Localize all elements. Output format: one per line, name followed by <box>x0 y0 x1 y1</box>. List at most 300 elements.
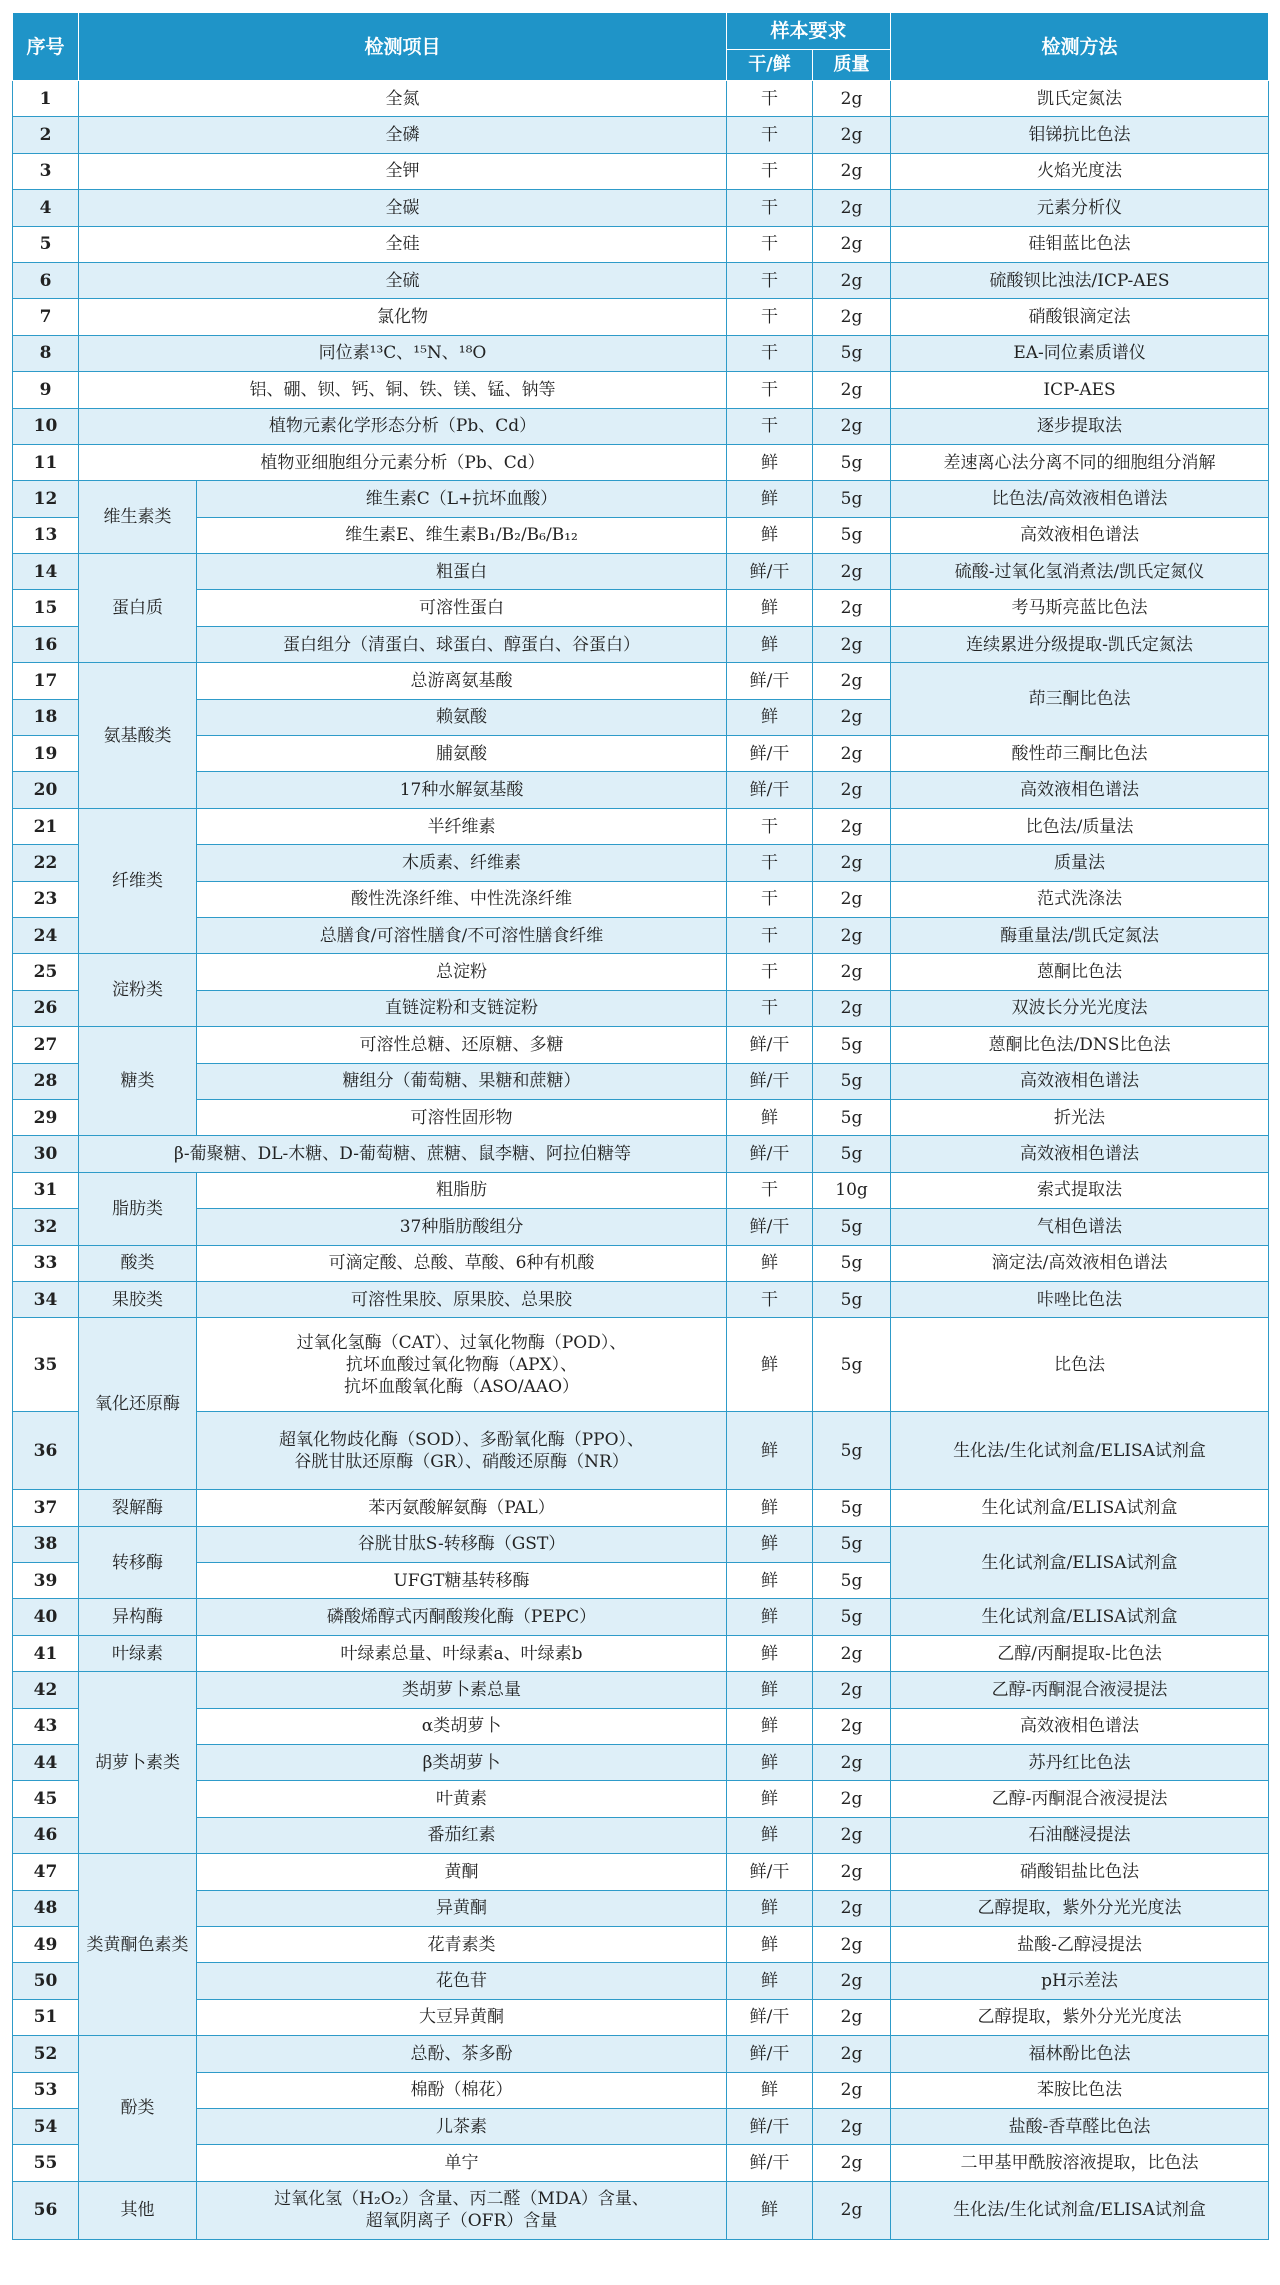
sample-mass: 2g <box>813 2181 891 2239</box>
table-row <box>13 1708 1269 1744</box>
item-category: 糖类 <box>79 1027 197 1136</box>
table-row <box>13 1890 1269 1926</box>
table-row <box>13 808 1269 844</box>
row-number: 27 <box>13 1027 79 1063</box>
detection-method: 考马斯亮蓝比色法 <box>891 590 1269 626</box>
item-category: 其他 <box>79 2181 197 2239</box>
sample-mass: 2g <box>813 699 891 735</box>
sample-mass: 2g <box>813 990 891 1026</box>
test-item: 单宁 <box>197 2145 727 2181</box>
test-item: 可滴定酸、总酸、草酸、6种有机酸 <box>197 1245 727 1281</box>
table-row <box>13 954 1269 990</box>
row-number: 19 <box>13 736 79 772</box>
detection-method: 蒽酮比色法 <box>891 954 1269 990</box>
detection-method: 比色法/高效液相色谱法 <box>891 481 1269 517</box>
sample-state: 鲜/干 <box>727 663 813 699</box>
table-row <box>13 2145 1269 2181</box>
sample-state: 干 <box>727 190 813 226</box>
item-category: 蛋白质 <box>79 554 197 663</box>
table-row <box>13 845 1269 881</box>
detection-method: 酸性茚三酮比色法 <box>891 736 1269 772</box>
test-item: 糖组分（葡萄糖、果糖和蔗糖） <box>197 1063 727 1099</box>
sample-mass: 2g <box>813 1781 891 1817</box>
sample-mass: 2g <box>813 845 891 881</box>
table-row <box>13 372 1269 408</box>
sample-mass: 5g <box>813 1412 891 1490</box>
test-item: 总淀粉 <box>197 954 727 990</box>
detection-method: pH示差法 <box>891 1963 1269 1999</box>
table-row <box>13 1635 1269 1671</box>
sample-state: 干 <box>727 881 813 917</box>
sample-state: 干 <box>727 153 813 189</box>
detection-method: 二甲基甲酰胺溶液提取，比色法 <box>891 2145 1269 2181</box>
row-number: 30 <box>13 1136 79 1172</box>
test-item-line: 过氧化氢（H₂O₂）含量、丙二醛（MDA）含量、 <box>274 2189 649 2210</box>
sample-state: 鲜 <box>727 1318 813 1412</box>
test-item: 谷胱甘肽S-转移酶（GST） <box>197 1526 727 1562</box>
sample-mass: 5g <box>813 1281 891 1317</box>
item-category: 酚类 <box>79 2036 197 2182</box>
sample-state: 鲜 <box>727 1599 813 1635</box>
sample-state: 鲜/干 <box>727 1854 813 1890</box>
sample-state: 鲜 <box>727 1412 813 1490</box>
row-number: 6 <box>13 262 79 298</box>
sample-mass: 2g <box>813 372 891 408</box>
test-item: 直链淀粉和支链淀粉 <box>197 990 727 1026</box>
table-row <box>13 1526 1269 1562</box>
detection-method: 生化试剂盒/ELISA试剂盒 <box>891 1490 1269 1526</box>
item-category: 淀粉类 <box>79 954 197 1027</box>
test-item: 全碳 <box>79 190 727 226</box>
sample-mass: 2g <box>813 917 891 953</box>
sample-state: 干 <box>727 117 813 153</box>
row-number: 11 <box>13 444 79 480</box>
table-row <box>13 1781 1269 1817</box>
test-item: 可溶性总糖、还原糖、多糖 <box>197 1027 727 1063</box>
sample-state: 鲜 <box>727 481 813 517</box>
test-item: 木质素、纤维素 <box>197 845 727 881</box>
table-row <box>13 1027 1269 1063</box>
sample-mass: 5g <box>813 1209 891 1245</box>
table-row <box>13 1209 1269 1245</box>
item-category: 转移酶 <box>79 1526 197 1599</box>
test-item <box>197 1412 727 1490</box>
row-number: 7 <box>13 299 79 335</box>
item-category: 裂解酶 <box>79 1490 197 1526</box>
sample-mass: 2g <box>813 1635 891 1671</box>
detection-method: 折光法 <box>891 1099 1269 1135</box>
sample-mass: 2g <box>813 1926 891 1962</box>
row-number: 52 <box>13 2036 79 2072</box>
row-number: 36 <box>13 1412 79 1490</box>
detection-method: 双波长分光光度法 <box>891 990 1269 1026</box>
item-category: 脂肪类 <box>79 1172 197 1245</box>
test-item: 苯丙氨酸解氨酶（PAL） <box>197 1490 727 1526</box>
detection-method: 连续累进分级提取-凯氏定氮法 <box>891 626 1269 662</box>
row-number: 43 <box>13 1708 79 1744</box>
detection-method: 咔唑比色法 <box>891 1281 1269 1317</box>
test-item: 蛋白组分（清蛋白、球蛋白、醇蛋白、谷蛋白） <box>197 626 727 662</box>
table-row <box>13 917 1269 953</box>
row-number: 8 <box>13 335 79 371</box>
row-number: 53 <box>13 2072 79 2108</box>
sample-state: 鲜 <box>727 1963 813 1999</box>
sample-state: 干 <box>727 262 813 298</box>
test-item: 总游离氨基酸 <box>197 663 727 699</box>
sample-state: 鲜/干 <box>727 1999 813 2035</box>
test-item-line: 过氧化氢酶（CAT）、过氧化物酶（POD）、 <box>296 1332 627 1353</box>
sample-mass: 5g <box>813 1563 891 1599</box>
detection-method: 生化法/生化试剂盒/ELISA试剂盒 <box>891 1412 1269 1490</box>
test-item: 总酚、茶多酚 <box>197 2036 727 2072</box>
table-row <box>13 1136 1269 1172</box>
detection-method: 高效液相色谱法 <box>891 772 1269 808</box>
test-item-line: 超氧化物歧化酶（SOD）、多酚氧化酶（PPO）、 <box>278 1429 645 1450</box>
row-number: 5 <box>13 226 79 262</box>
detection-method: 乙醇/丙酮提取-比色法 <box>891 1635 1269 1671</box>
sample-state: 干 <box>727 1281 813 1317</box>
header-sample: 样本要求 <box>727 13 891 50</box>
detection-method: EA-同位素质谱仪 <box>891 335 1269 371</box>
sample-mass: 2g <box>813 1890 891 1926</box>
sample-state: 干 <box>727 954 813 990</box>
sample-state: 鲜 <box>727 1563 813 1599</box>
sample-state: 鲜/干 <box>727 2145 813 2181</box>
sample-mass: 2g <box>813 408 891 444</box>
row-number: 29 <box>13 1099 79 1135</box>
test-item: 粗蛋白 <box>197 554 727 590</box>
test-item: 可溶性固形物 <box>197 1099 727 1135</box>
detection-items-table <box>12 12 1269 2240</box>
test-item: 花色苷 <box>197 1963 727 1999</box>
item-category: 胡萝卜素类 <box>79 1672 197 1854</box>
detection-method: 乙醇-丙酮混合液浸提法 <box>891 1781 1269 1817</box>
detection-method: 气相色谱法 <box>891 1209 1269 1245</box>
detection-method: 石油醚浸提法 <box>891 1817 1269 1853</box>
sample-mass: 5g <box>813 1490 891 1526</box>
table-row <box>13 626 1269 662</box>
test-item: 全磷 <box>79 117 727 153</box>
table-row <box>13 2181 1269 2239</box>
row-number: 55 <box>13 2145 79 2181</box>
row-number: 54 <box>13 2108 79 2144</box>
sample-state: 鲜/干 <box>727 1063 813 1099</box>
detection-method: 滴定法/高效液相色谱法 <box>891 1245 1269 1281</box>
table-row <box>13 226 1269 262</box>
test-item: β-葡聚糖、DL-木糖、D-葡萄糖、蔗糖、鼠李糖、阿拉伯糖等 <box>79 1136 727 1172</box>
row-number: 1 <box>13 81 79 117</box>
test-item: 酸性洗涤纤维、中性洗涤纤维 <box>197 881 727 917</box>
test-item: 全氮 <box>79 81 727 117</box>
item-category: 叶绿素 <box>79 1635 197 1671</box>
detection-method: 比色法 <box>891 1318 1269 1412</box>
table-row <box>13 736 1269 772</box>
table-row <box>13 1172 1269 1208</box>
table-row <box>13 1999 1269 2035</box>
sample-state: 鲜/干 <box>727 1136 813 1172</box>
table-row <box>13 1099 1269 1135</box>
header-seq: 序号 <box>13 13 79 81</box>
item-category: 氧化还原酶 <box>79 1318 197 1490</box>
test-item: 全钾 <box>79 153 727 189</box>
table-row <box>13 1599 1269 1635</box>
row-number: 32 <box>13 1209 79 1245</box>
sample-mass: 5g <box>813 1599 891 1635</box>
test-item: β类胡萝卜 <box>197 1745 727 1781</box>
row-number: 46 <box>13 1817 79 1853</box>
table-row <box>13 1817 1269 1853</box>
row-number: 9 <box>13 372 79 408</box>
row-number: 34 <box>13 1281 79 1317</box>
table-row <box>13 2072 1269 2108</box>
sample-mass: 5g <box>813 444 891 480</box>
test-item: 大豆异黄酮 <box>197 1999 727 2035</box>
row-number: 14 <box>13 554 79 590</box>
test-item-line: 抗坏血酸氧化酶（ASO/AAO） <box>343 1376 580 1397</box>
row-number: 4 <box>13 190 79 226</box>
detection-method: 硝酸铝盐比色法 <box>891 1854 1269 1890</box>
test-item-line: 超氧阴离子（OFR）含量 <box>365 2211 558 2232</box>
row-number: 20 <box>13 772 79 808</box>
row-number: 49 <box>13 1926 79 1962</box>
row-number: 28 <box>13 1063 79 1099</box>
sample-mass: 2g <box>813 590 891 626</box>
test-item: 维生素C（L+抗坏血酸） <box>197 481 727 517</box>
table-row <box>13 153 1269 189</box>
sample-mass: 2g <box>813 554 891 590</box>
row-number: 31 <box>13 1172 79 1208</box>
sample-state: 鲜 <box>727 1781 813 1817</box>
sample-state: 鲜 <box>727 2072 813 2108</box>
sample-state: 鲜 <box>727 1245 813 1281</box>
test-item-line: 谷胱甘肽还原酶（GR）、硝酸还原酶（NR） <box>294 1451 629 1472</box>
test-item: 全硫 <box>79 262 727 298</box>
detection-method: 质量法 <box>891 845 1269 881</box>
sample-mass: 2g <box>813 2036 891 2072</box>
detection-method: 高效液相色谱法 <box>891 1063 1269 1099</box>
test-item: 花青素类 <box>197 1926 727 1962</box>
sample-mass: 2g <box>813 1999 891 2035</box>
table-row <box>13 1490 1269 1526</box>
header-mass: 质量 <box>813 50 891 81</box>
sample-state: 干 <box>727 845 813 881</box>
row-number: 13 <box>13 517 79 553</box>
row-number: 18 <box>13 699 79 735</box>
row-number: 23 <box>13 881 79 917</box>
test-item: 粗脂肪 <box>197 1172 727 1208</box>
sample-mass: 2g <box>813 190 891 226</box>
detection-method: 乙醇提取，紫外分光光度法 <box>891 1890 1269 1926</box>
detection-method: 凯氏定氮法 <box>891 81 1269 117</box>
detection-method: 乙醇-丙酮混合液浸提法 <box>891 1672 1269 1708</box>
test-item-line: 抗坏血酸过氧化物酶（APX）、 <box>345 1354 578 1375</box>
detection-method: 索式提取法 <box>891 1172 1269 1208</box>
item-category: 酸类 <box>79 1245 197 1281</box>
test-item: 维生素E、维生素B₁/B₂/B₆/B₁₂ <box>197 517 727 553</box>
sample-mass: 2g <box>813 153 891 189</box>
sample-state: 鲜/干 <box>727 2036 813 2072</box>
sample-mass: 5g <box>813 481 891 517</box>
table-row <box>13 262 1269 298</box>
sample-mass: 2g <box>813 808 891 844</box>
sample-mass: 5g <box>813 1318 891 1412</box>
sample-state: 鲜 <box>727 1926 813 1962</box>
detection-table-wrapper <box>12 12 1268 2240</box>
row-number: 15 <box>13 590 79 626</box>
row-number: 35 <box>13 1318 79 1412</box>
test-item: 全硅 <box>79 226 727 262</box>
test-item: 氯化物 <box>79 299 727 335</box>
row-number: 48 <box>13 1890 79 1926</box>
table-row <box>13 1745 1269 1781</box>
detection-method: 生化法/生化试剂盒/ELISA试剂盒 <box>891 2181 1269 2239</box>
detection-method: 高效液相色谱法 <box>891 517 1269 553</box>
row-number: 16 <box>13 626 79 662</box>
sample-state: 鲜 <box>727 1708 813 1744</box>
sample-state: 干 <box>727 990 813 1026</box>
sample-mass: 2g <box>813 626 891 662</box>
row-number: 56 <box>13 2181 79 2239</box>
test-item: 植物亚细胞组分元素分析（Pb、Cd） <box>79 444 727 480</box>
detection-method: 逐步提取法 <box>891 408 1269 444</box>
table-row <box>13 81 1269 117</box>
sample-state: 干 <box>727 81 813 117</box>
test-item: UFGT糖基转移酶 <box>197 1563 727 1599</box>
row-number: 38 <box>13 1526 79 1562</box>
row-number: 42 <box>13 1672 79 1708</box>
table-row <box>13 1245 1269 1281</box>
row-number: 25 <box>13 954 79 990</box>
sample-mass: 2g <box>813 2108 891 2144</box>
item-category: 异构酶 <box>79 1599 197 1635</box>
row-number: 40 <box>13 1599 79 1635</box>
sample-mass: 5g <box>813 1027 891 1063</box>
table-row <box>13 299 1269 335</box>
detection-method: 盐酸-香草醛比色法 <box>891 2108 1269 2144</box>
sample-state: 鲜/干 <box>727 554 813 590</box>
sample-mass: 2g <box>813 1708 891 1744</box>
item-category: 维生素类 <box>79 481 197 554</box>
sample-state: 鲜/干 <box>727 772 813 808</box>
header-item: 检测项目 <box>79 13 727 81</box>
row-number: 3 <box>13 153 79 189</box>
detection-method: 钼锑抗比色法 <box>891 117 1269 153</box>
sample-state: 鲜 <box>727 1635 813 1671</box>
sample-state: 鲜 <box>727 1099 813 1135</box>
sample-mass: 2g <box>813 226 891 262</box>
sample-mass: 2g <box>813 299 891 335</box>
sample-state: 干 <box>727 1172 813 1208</box>
detection-method: 高效液相色谱法 <box>891 1136 1269 1172</box>
sample-mass: 2g <box>813 1817 891 1853</box>
sample-mass: 2g <box>813 1745 891 1781</box>
row-number: 44 <box>13 1745 79 1781</box>
sample-state: 鲜 <box>727 444 813 480</box>
sample-state: 鲜 <box>727 1890 813 1926</box>
table-row <box>13 1318 1269 1412</box>
sample-mass: 5g <box>813 1063 891 1099</box>
sample-mass: 2g <box>813 2145 891 2181</box>
sample-state: 鲜 <box>727 699 813 735</box>
table-row <box>13 1926 1269 1962</box>
table-row <box>13 1412 1269 1490</box>
table-row <box>13 2108 1269 2144</box>
sample-mass: 2g <box>813 1963 891 1999</box>
sample-state: 鲜 <box>727 590 813 626</box>
sample-state: 鲜 <box>727 626 813 662</box>
sample-mass: 2g <box>813 954 891 990</box>
detection-method: 苏丹红比色法 <box>891 1745 1269 1781</box>
detection-method: 乙醇提取，紫外分光光度法 <box>891 1999 1269 2035</box>
table-row <box>13 117 1269 153</box>
test-item: 植物元素化学形态分析（Pb、Cd） <box>79 408 727 444</box>
table-row <box>13 1963 1269 1999</box>
row-number: 22 <box>13 845 79 881</box>
sample-mass: 2g <box>813 1672 891 1708</box>
table-row <box>13 190 1269 226</box>
sample-state: 鲜/干 <box>727 1027 813 1063</box>
detection-method: 酶重量法/凯氏定氮法 <box>891 917 1269 953</box>
detection-method: 范式洗涤法 <box>891 881 1269 917</box>
sample-state: 鲜/干 <box>727 736 813 772</box>
table-row <box>13 554 1269 590</box>
sample-state: 干 <box>727 226 813 262</box>
detection-method: 盐酸-乙醇浸提法 <box>891 1926 1269 1962</box>
row-number: 45 <box>13 1781 79 1817</box>
sample-state: 干 <box>727 408 813 444</box>
row-number: 33 <box>13 1245 79 1281</box>
header-state: 干/鲜 <box>727 50 813 81</box>
row-number: 37 <box>13 1490 79 1526</box>
sample-mass: 5g <box>813 1526 891 1562</box>
table-row <box>13 1281 1269 1317</box>
table-row <box>13 990 1269 1026</box>
test-item: 棉酚（棉花） <box>197 2072 727 2108</box>
sample-state: 鲜 <box>727 1672 813 1708</box>
table-row <box>13 335 1269 371</box>
test-item: 黄酮 <box>197 1854 727 1890</box>
sample-mass: 2g <box>813 881 891 917</box>
test-item: 总膳食/可溶性膳食/不可溶性膳食纤维 <box>197 917 727 953</box>
sample-state: 干 <box>727 917 813 953</box>
sample-mass: 5g <box>813 517 891 553</box>
sample-state: 鲜/干 <box>727 1209 813 1245</box>
sample-mass: 2g <box>813 736 891 772</box>
test-item <box>197 1318 727 1412</box>
detection-method: 火焰光度法 <box>891 153 1269 189</box>
sample-mass: 2g <box>813 117 891 153</box>
row-number: 21 <box>13 808 79 844</box>
table-row <box>13 2036 1269 2072</box>
test-item: 半纤维素 <box>197 808 727 844</box>
row-number: 10 <box>13 408 79 444</box>
test-item: 17种水解氨基酸 <box>197 772 727 808</box>
detection-method: 比色法/质量法 <box>891 808 1269 844</box>
test-item: 磷酸烯醇式丙酮酸羧化酶（PEPC） <box>197 1599 727 1635</box>
row-number: 17 <box>13 663 79 699</box>
row-number: 12 <box>13 481 79 517</box>
sample-mass: 5g <box>813 1245 891 1281</box>
table-row <box>13 772 1269 808</box>
test-item: 类胡萝卜素总量 <box>197 1672 727 1708</box>
sample-state: 鲜 <box>727 1745 813 1781</box>
test-item <box>197 2181 727 2239</box>
table-body <box>13 81 1269 2240</box>
detection-method: 生化试剂盒/ELISA试剂盒 <box>891 1599 1269 1635</box>
detection-method: 差速离心法分离不同的细胞组分消解 <box>891 444 1269 480</box>
test-item: 同位素¹³C、¹⁵N、¹⁸O <box>79 335 727 371</box>
test-item: 赖氨酸 <box>197 699 727 735</box>
